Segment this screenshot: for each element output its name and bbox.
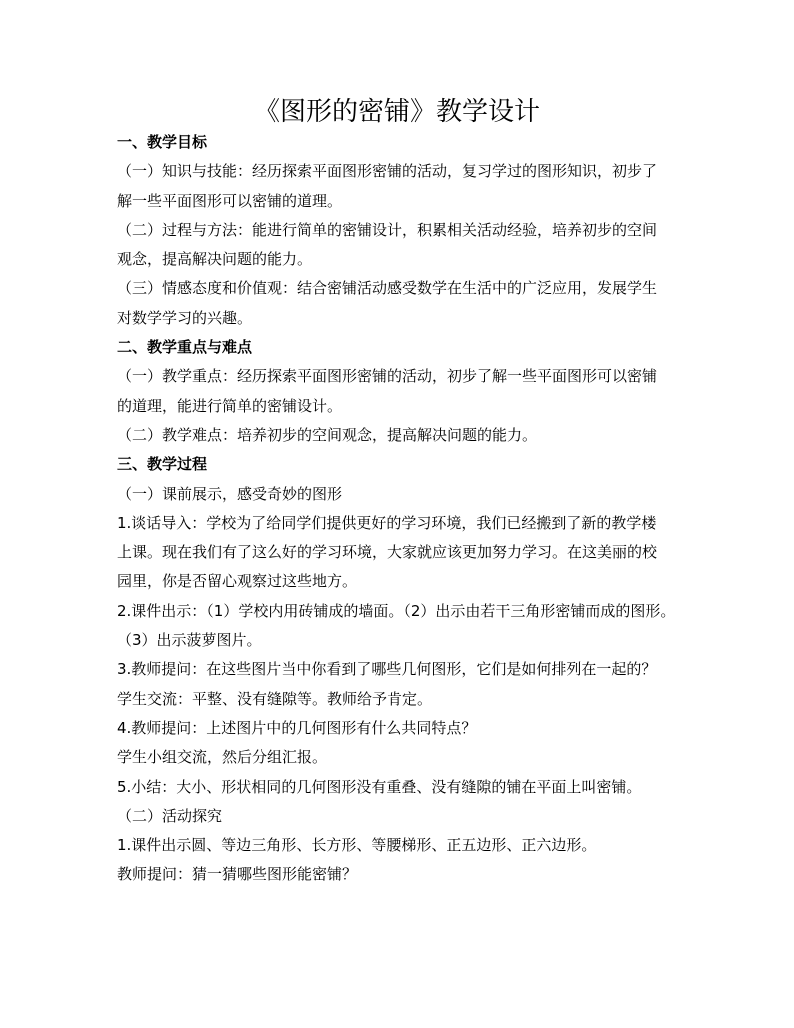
section-heading: 一、教学目标 xyxy=(117,133,208,151)
paragraph-line: 5.小结：大小、形状相同的几何图形没有重叠、没有缝隙的铺在平面上叫密铺。 xyxy=(117,777,642,796)
paragraph-line: 1.谈话导入：学校为了给同学们提供更好的学习环境，我们已经搬到了新的教学楼 xyxy=(117,513,657,532)
paragraph-line: 观念，提高解决问题的能力。 xyxy=(117,250,313,269)
paragraph-line: 学生小组交流，然后分组汇报。 xyxy=(117,748,328,767)
paragraph-line: （二）活动探究 xyxy=(117,806,223,825)
paragraph-line: 解一些平面图形可以密铺的道理。 xyxy=(117,191,343,210)
paragraph-line: 教师提问：猜一猜哪些图形能密铺？ xyxy=(117,865,358,884)
document-body xyxy=(117,128,689,890)
paragraph-line: （3）出示菠萝图片。 xyxy=(117,631,262,650)
paragraph-line: （一）知识与技能：经历探索平面图形密铺的活动，复习学过的图形知识，初步了 xyxy=(117,162,658,181)
paragraph-line: 上课。现在我们有了这么好的学习环境，大家就应该更加努力学习。在这美丽的校 xyxy=(117,543,658,562)
paragraph-line: 的道理，能进行简单的密铺设计。 xyxy=(117,396,343,415)
paragraph-line: 学生交流：平整、没有缝隙等。教师给予肯定。 xyxy=(117,689,433,708)
paragraph-line: （三）情感态度和价值观：结合密铺活动感受数学在生活中的广泛应用，发展学生 xyxy=(117,279,658,298)
paragraph-line: 对数学学习的兴趣。 xyxy=(117,308,253,327)
paragraph-line: 1.课件出示圆、等边三角形、长方形、等腰梯形、正五边形、正六边形。 xyxy=(117,836,597,855)
paragraph-line: 园里，你是否留心观察过这些地方。 xyxy=(117,572,358,591)
section-heading: 三、教学过程 xyxy=(117,455,208,474)
paragraph-line: （一）课前展示，感受奇妙的图形 xyxy=(117,484,343,503)
section-heading: 二、教学重点与难点 xyxy=(117,338,253,357)
paragraph-line: （二）过程与方法：能进行简单的密铺设计，积累相关活动经验，培养初步的空间 xyxy=(117,220,658,239)
paragraph-line: 2.课件出示：（1）学校内用砖铺成的墙面。（2）出示由若干三角形密铺而成的图形。 xyxy=(117,601,676,620)
paragraph-line: （二）教学难点：培养初步的空间观念，提高解决问题的能力。 xyxy=(117,425,538,444)
paragraph-line: 4.教师提问：上述图片中的几何图形有什么共同特点？ xyxy=(117,718,477,737)
paragraph-line: 3.教师提问：在这些图片当中你看到了哪些几何图形，它们是如何排列在一起的？ xyxy=(117,660,657,679)
paragraph-line: （一）教学重点：经历探索平面图形密铺的活动，初步了解一些平面图形可以密铺 xyxy=(117,367,658,386)
document-title: 《图形的密铺》教学设计 xyxy=(253,97,540,127)
